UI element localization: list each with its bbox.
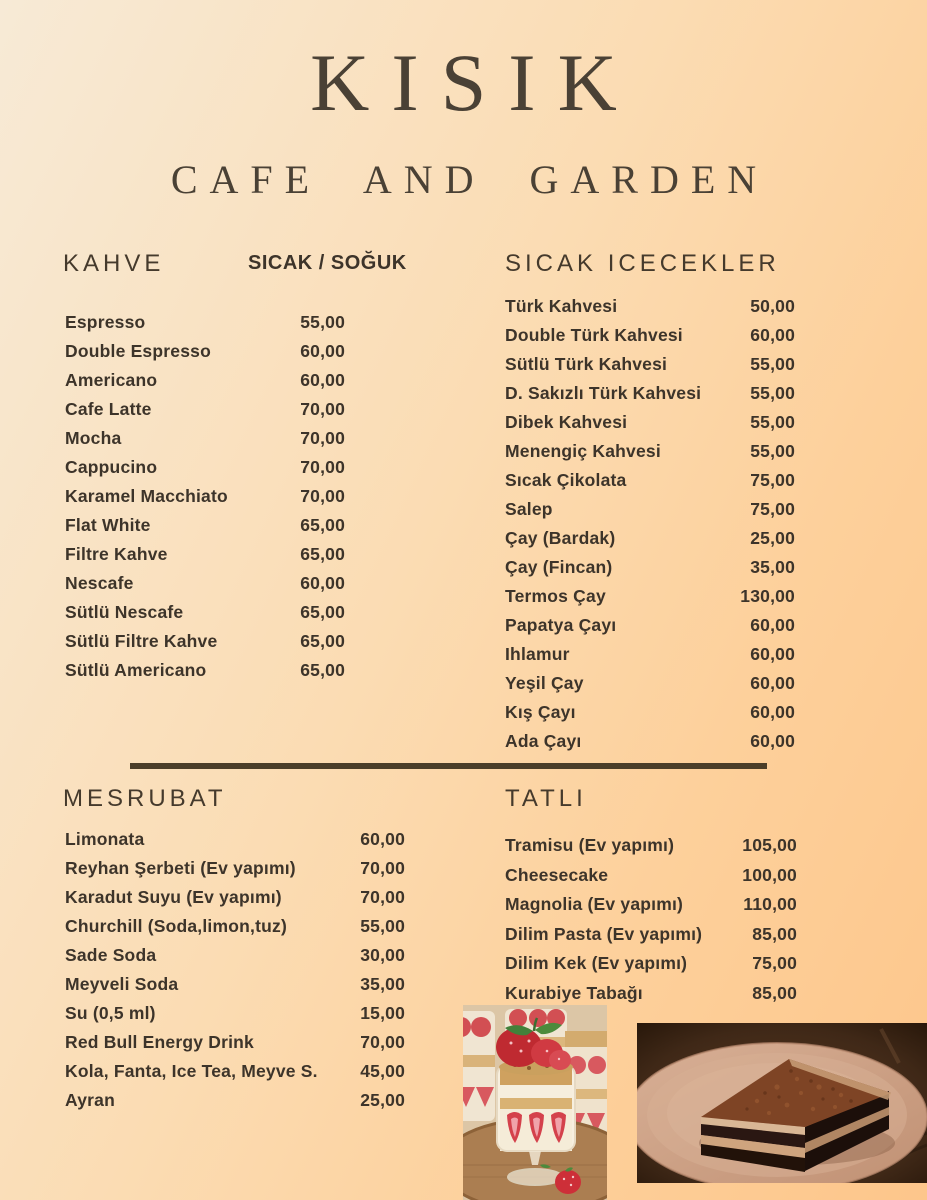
- menu-item-row: [65, 825, 405, 854]
- item-name: Karadut Suyu (Ev yapımı): [65, 887, 282, 907]
- chocolate-cake-photo: [637, 1023, 927, 1183]
- item-price: 50,00: [750, 296, 795, 316]
- item-name: Sıcak Çikolata: [505, 470, 627, 490]
- menu-item-row: [65, 366, 345, 395]
- item-price: 15,00: [360, 1003, 405, 1023]
- section-title-tatli: TATLI: [505, 785, 587, 812]
- item-price: 60,00: [300, 341, 345, 361]
- strawberry-dessert-photo: [463, 1005, 607, 1200]
- item-price: 60,00: [300, 370, 345, 390]
- item-name: Menengiç Kahvesi: [505, 441, 661, 461]
- item-name: Mocha: [65, 428, 122, 448]
- item-name: Termos Çay: [505, 586, 606, 606]
- item-price: 65,00: [300, 602, 345, 622]
- section-title-mesrubat: MESRUBAT: [63, 785, 227, 812]
- menu-item-row: [505, 524, 795, 553]
- menu-item-row: [505, 466, 795, 495]
- menu-item-row: [65, 569, 345, 598]
- item-price: 25,00: [750, 528, 795, 548]
- item-name: Ihlamur: [505, 644, 570, 664]
- menu-item-row: [505, 949, 797, 979]
- item-name: Sütlü Türk Kahvesi: [505, 354, 668, 374]
- item-name: Çay (Bardak): [505, 528, 616, 548]
- item-price: 55,00: [750, 354, 795, 374]
- item-name: Tramisu (Ev yapımı): [505, 835, 675, 856]
- item-name: Ayran: [65, 1090, 115, 1110]
- item-price: 110,00: [743, 894, 797, 915]
- item-price: 35,00: [360, 974, 405, 994]
- menu-item-row: [65, 854, 405, 883]
- item-price: 60,00: [750, 644, 795, 664]
- item-price: 60,00: [750, 325, 795, 345]
- menu-item-row: [505, 979, 797, 1009]
- item-name: Americano: [65, 370, 158, 390]
- menu-item-row: [505, 611, 795, 640]
- item-name: Sütlü Americano: [65, 660, 207, 680]
- menu-item-row: [505, 890, 797, 920]
- menu-item-row: [65, 511, 345, 540]
- item-price: 25,00: [360, 1090, 405, 1110]
- menu-item-row: [65, 308, 345, 337]
- item-price: 70,00: [360, 858, 405, 878]
- menu-item-row: [65, 656, 345, 685]
- item-price: 60,00: [360, 829, 405, 849]
- item-price: 65,00: [300, 515, 345, 535]
- item-name: Kurabiye Tabağı: [505, 982, 643, 1003]
- item-price: 75,00: [750, 470, 795, 490]
- menu-item-row: [505, 698, 795, 727]
- item-name: Cafe Latte: [65, 399, 152, 419]
- item-name: Su (0,5 ml): [65, 1003, 156, 1023]
- item-name: Papatya Çayı: [505, 615, 617, 635]
- item-name: Sütlü Nescafe: [65, 602, 184, 622]
- menu-item-row: [505, 379, 795, 408]
- menu-item-row: [505, 920, 797, 950]
- item-price: 85,00: [752, 923, 797, 944]
- item-name: Flat White: [65, 515, 151, 535]
- item-price: 70,00: [360, 1032, 405, 1052]
- menu-item-row: [65, 540, 345, 569]
- menu-item-row: [505, 437, 795, 466]
- item-name: Cheesecake: [505, 864, 609, 885]
- item-price: 60,00: [300, 573, 345, 593]
- item-name: Çay (Fincan): [505, 557, 613, 577]
- tatli-item-list: [505, 831, 797, 1008]
- item-price: 45,00: [360, 1061, 405, 1081]
- menu-item-row: [65, 627, 345, 656]
- item-name: Red Bull Energy Drink: [65, 1032, 254, 1052]
- menu-item-row: [65, 999, 405, 1028]
- menu-item-row: [505, 669, 795, 698]
- menu-item-row: [505, 408, 795, 437]
- menu-item-row: [65, 395, 345, 424]
- menu-item-row: [505, 321, 795, 350]
- brand-subtitle: CAFE AND GARDEN: [170, 157, 769, 202]
- item-price: 75,00: [752, 953, 797, 974]
- menu-item-row: [65, 424, 345, 453]
- item-name: Cappucino: [65, 457, 158, 477]
- item-price: 130,00: [740, 586, 795, 606]
- item-price: 55,00: [750, 412, 795, 432]
- menu-item-row: [505, 727, 795, 756]
- item-price: 70,00: [300, 486, 345, 506]
- item-name: Reyhan Şerbeti (Ev yapımı): [65, 858, 296, 878]
- item-price: 70,00: [300, 457, 345, 477]
- section-title-kahve: KAHVE: [63, 250, 165, 277]
- item-price: 30,00: [360, 945, 405, 965]
- item-price: 35,00: [750, 557, 795, 577]
- item-name: Yeşil Çay: [505, 673, 584, 693]
- item-name: Magnolia (Ev yapımı): [505, 894, 684, 915]
- item-price: 85,00: [752, 982, 797, 1003]
- item-name: Double Espresso: [65, 341, 211, 361]
- item-price: 70,00: [300, 428, 345, 448]
- menu-item-row: [65, 912, 405, 941]
- item-price: 60,00: [750, 702, 795, 722]
- menu-item-row: [505, 861, 797, 891]
- menu-item-row: [65, 970, 405, 999]
- item-name: Türk Kahvesi: [505, 296, 618, 316]
- item-name: Sütlü Filtre Kahve: [65, 631, 218, 651]
- item-name: D. Sakızlı Türk Kahvesi: [505, 383, 702, 403]
- item-price: 65,00: [300, 660, 345, 680]
- menu-item-row: [65, 453, 345, 482]
- item-price: 105,00: [742, 835, 797, 856]
- menu-item-row: [65, 941, 405, 970]
- item-price: 70,00: [360, 887, 405, 907]
- item-name: Dilim Kek (Ev yapımı): [505, 953, 688, 974]
- item-name: Filtre Kahve: [65, 544, 168, 564]
- brand-title: KISIK: [310, 37, 639, 128]
- item-name: Espresso: [65, 312, 146, 332]
- menu-item-row: [65, 337, 345, 366]
- section-title-sicak-icecekler: SICAK ICECEKLER: [505, 250, 780, 277]
- menu-item-row: [505, 582, 795, 611]
- chocolate-cake-illustration: [637, 1023, 927, 1183]
- item-name: Dibek Kahvesi: [505, 412, 628, 432]
- menu-item-row: [505, 350, 795, 379]
- menu-item-row: [65, 883, 405, 912]
- item-price: 60,00: [750, 615, 795, 635]
- item-name: Sade Soda: [65, 945, 157, 965]
- menu-item-row: [65, 1057, 405, 1086]
- item-price: 55,00: [750, 383, 795, 403]
- menu-item-row: [505, 640, 795, 669]
- item-price: 65,00: [300, 544, 345, 564]
- menu-item-row: [65, 598, 345, 627]
- menu-item-row: [65, 1028, 405, 1057]
- sicak-icecekler-item-list: [505, 292, 795, 756]
- item-price: 65,00: [300, 631, 345, 651]
- item-name: Salep: [505, 499, 553, 519]
- item-name: Limonata: [65, 829, 145, 849]
- kahve-item-list: [65, 308, 345, 685]
- section-divider: [130, 763, 767, 769]
- item-price: 100,00: [742, 864, 797, 885]
- item-name: Karamel Macchiato: [65, 486, 228, 506]
- strawberry-dessert-illustration: [463, 1005, 607, 1200]
- item-name: Ada Çayı: [505, 731, 582, 751]
- item-name: Kış Çayı: [505, 702, 576, 722]
- item-price: 60,00: [750, 673, 795, 693]
- item-price: 55,00: [360, 916, 405, 936]
- item-price: 60,00: [750, 731, 795, 751]
- kahve-price-columns-label: SICAK / SOĞUK: [248, 252, 407, 274]
- item-name: Nescafe: [65, 573, 134, 593]
- menu-item-row: [505, 831, 797, 861]
- item-name: Dilim Pasta (Ev yapımı): [505, 923, 703, 944]
- item-name: Kola, Fanta, Ice Tea, Meyve S.: [65, 1061, 318, 1081]
- menu-item-row: [505, 553, 795, 582]
- item-price: 70,00: [300, 399, 345, 419]
- item-price: 75,00: [750, 499, 795, 519]
- item-price: 55,00: [300, 312, 345, 332]
- item-name: Churchill (Soda,limon,tuz): [65, 916, 287, 936]
- menu-item-row: [65, 482, 345, 511]
- item-name: Meyveli Soda: [65, 974, 179, 994]
- menu-item-row: [505, 495, 795, 524]
- menu-item-row: [505, 292, 795, 321]
- menu-item-row: [65, 1086, 405, 1115]
- mesrubat-item-list: [65, 825, 405, 1115]
- item-name: Double Türk Kahvesi: [505, 325, 683, 345]
- item-price: 55,00: [750, 441, 795, 461]
